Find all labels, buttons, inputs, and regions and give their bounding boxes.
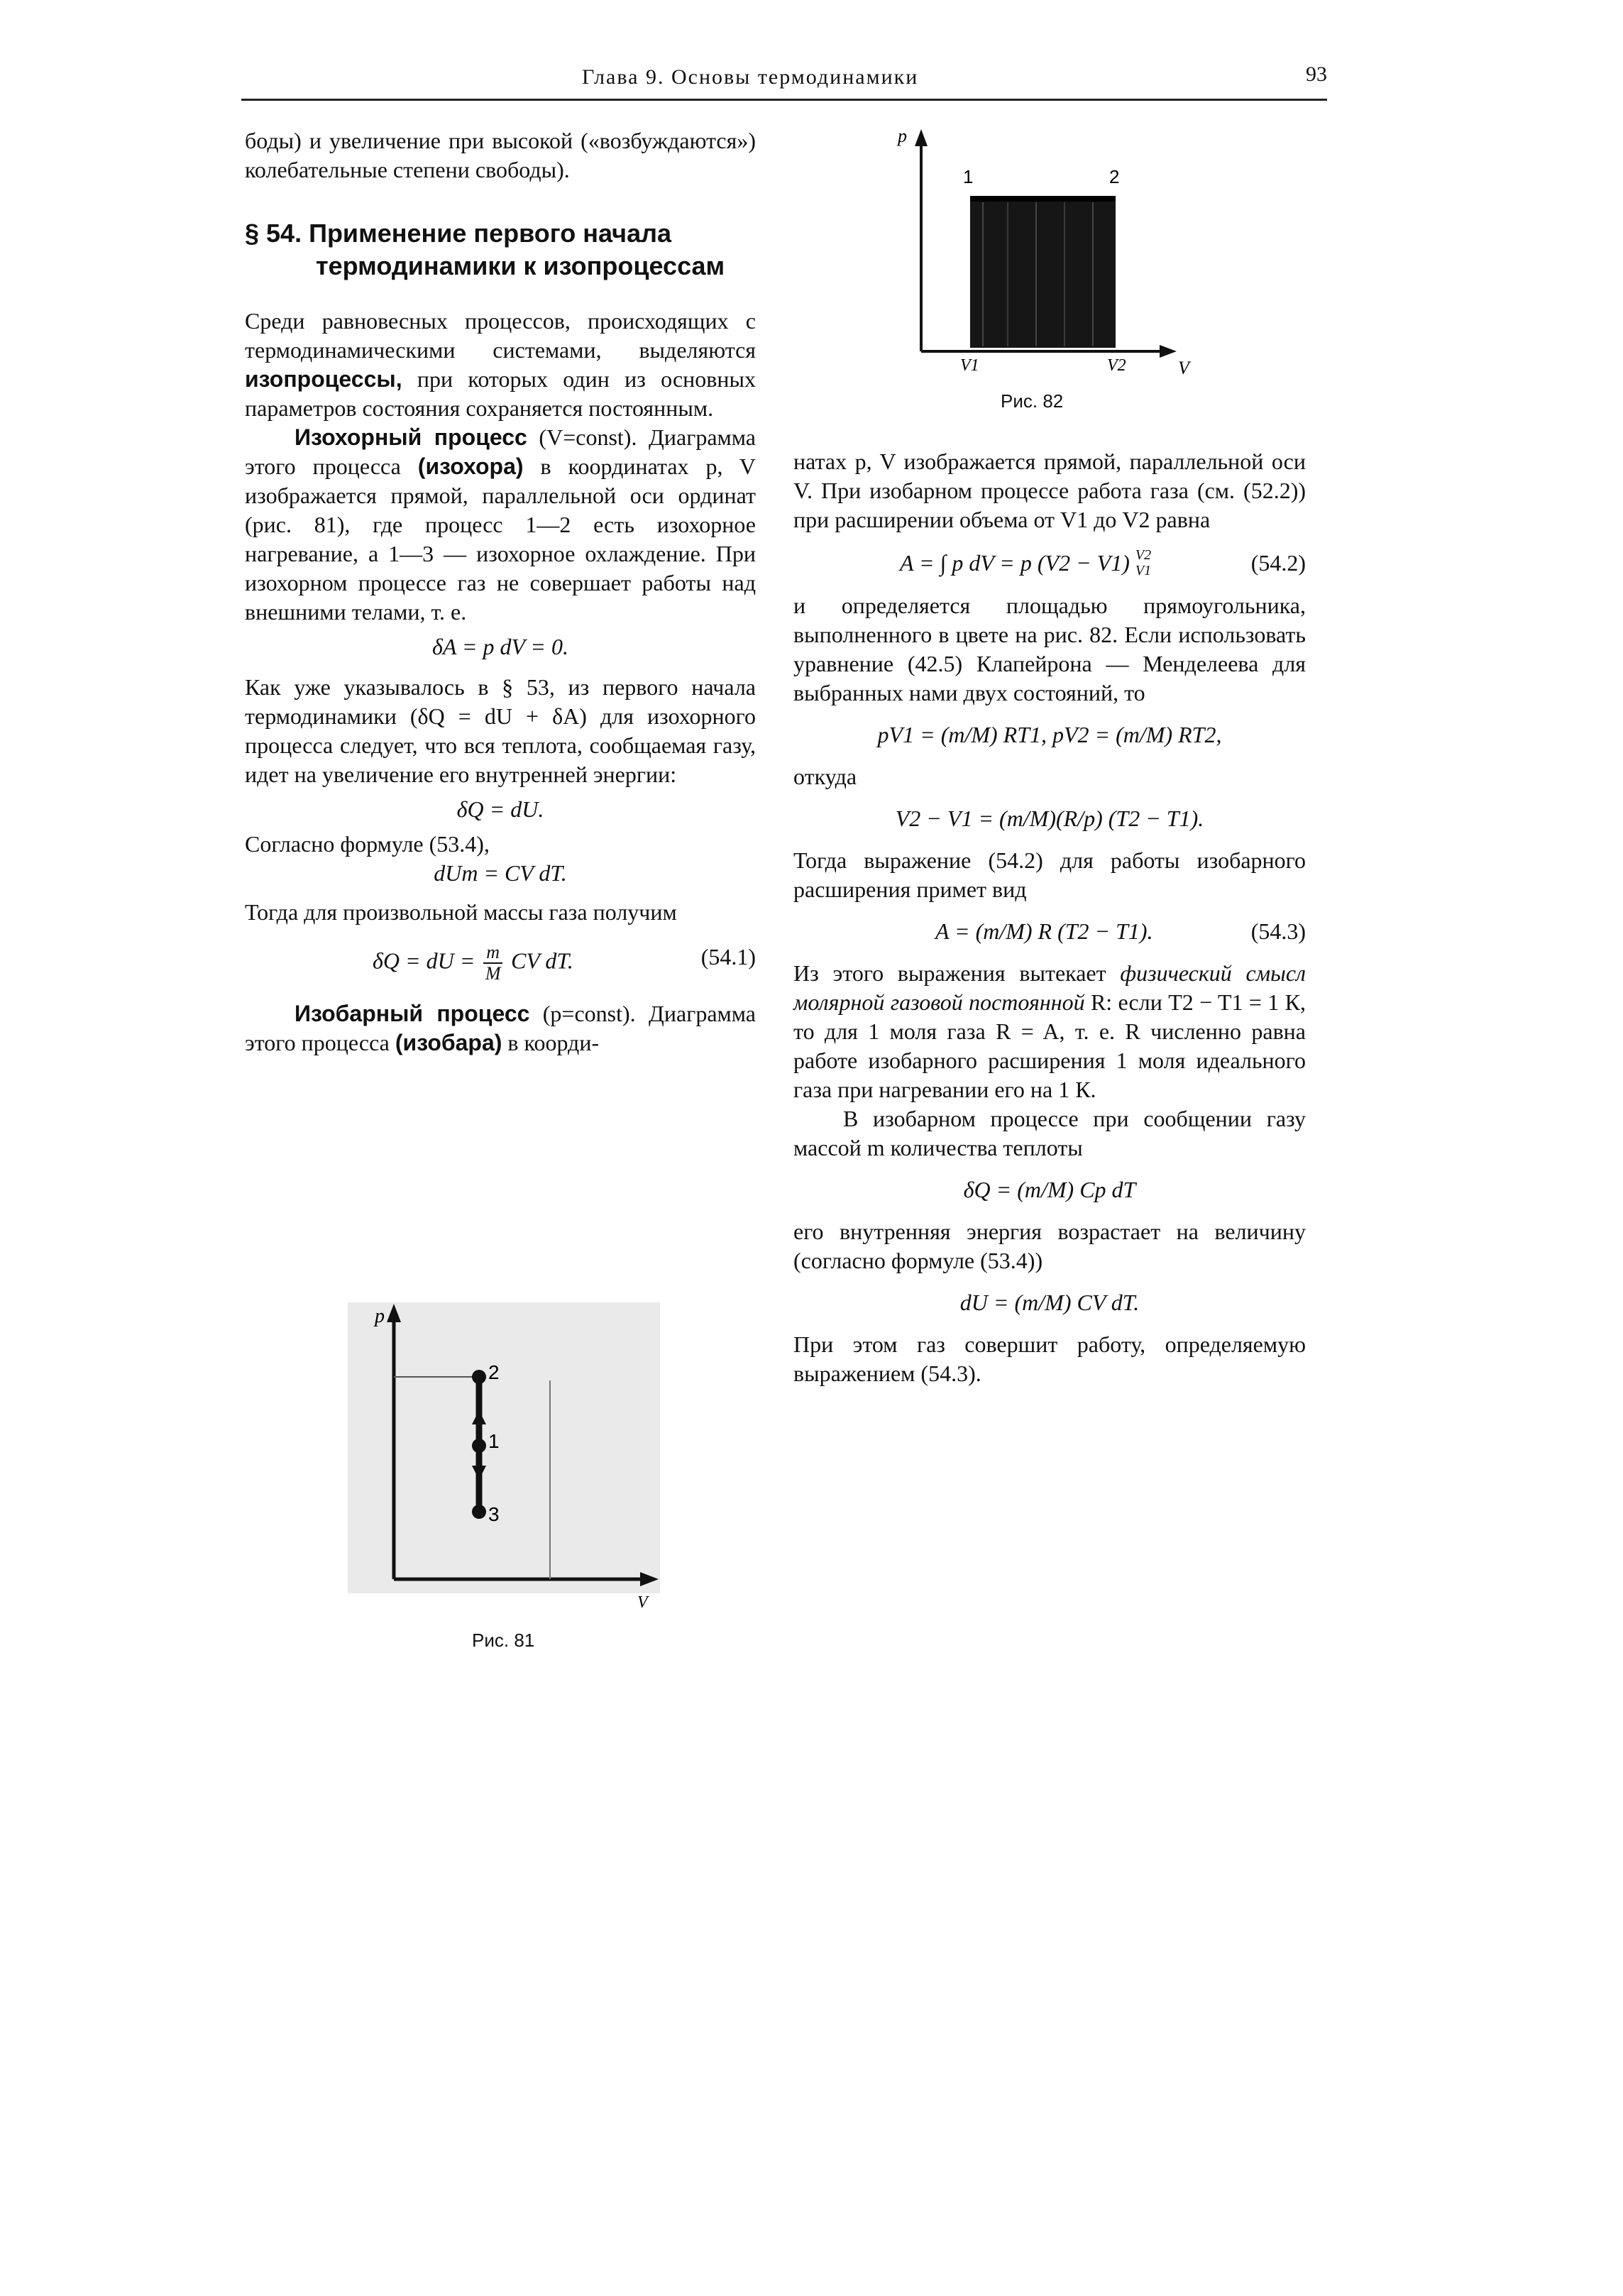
paragraph: и определяется площадью прямоугольника, выполненного в цвете на рис. 82. Если использовать уравнение (42.5) Клапейрона — Менделеева для выбранных нами двух состояний, то <box>793 593 1306 705</box>
text: при которых один из основных параметров состояния сохраняется постоянным. <box>245 366 756 421</box>
equation: V2 − V1 = (m/M)(R/p) (T2 − T1). <box>895 806 1204 831</box>
term-bold: (изобара) <box>395 1030 502 1055</box>
text: Среди равновесных процессов, происходящих с термодинамическими системами, выделяются <box>245 308 756 363</box>
paragraph <box>245 999 756 1058</box>
paragraph: В изобарном процессе при сообщении газу массой m количества теплоты <box>793 1106 1306 1160</box>
equation-number: (54.2) <box>1250 549 1306 576</box>
equation-number: (54.1) <box>700 944 756 970</box>
point-3 <box>472 1505 486 1519</box>
equation-numbered <box>900 547 1306 578</box>
fraction-den: M <box>485 963 501 984</box>
text: R: если T2 − T1 = 1 К, то для 1 моля газа R = A, т. е. R численно равна работе изобарного расширения 1 моля идеального газа при нагревании его на 1 К. <box>793 989 1306 1102</box>
label-point-1: 1 <box>488 1430 500 1452</box>
equation: δA = p dV = 0. <box>432 634 568 659</box>
point-1 <box>472 1439 486 1453</box>
page-number: 93 <box>1306 62 1327 86</box>
work-area-rectangle <box>970 199 1116 348</box>
paragraph: боды) и увеличение при высокой («возбуждаются») колебательные степени свободы). <box>245 128 756 182</box>
label-v1: V1 <box>960 356 979 375</box>
figure-81 <box>334 1295 674 1622</box>
paragraph: Тогда для произвольной массы газа получим <box>245 899 677 925</box>
eq-part: A = ∫ p dV = p (V2 − V1) <box>900 549 1130 576</box>
limit-top: V2 <box>1135 547 1152 563</box>
term-italic: физический смысл молярной газовой постоянной <box>793 960 1306 1015</box>
paragraph: При этом газ совершит работу, определяемую выражением (54.3). <box>793 1331 1306 1386</box>
text: в коорди- <box>502 1030 600 1055</box>
integral-limits <box>1135 547 1151 578</box>
term-bold: Изохорный процесс <box>295 424 527 450</box>
section-heading-line2: термодинамики к изопроцессам <box>316 251 725 280</box>
equation: dU = (m/M) CV dT. <box>959 1290 1140 1315</box>
eq-part: δQ = dU = <box>373 947 481 974</box>
paragraph <box>245 423 756 627</box>
text: Из этого выражения вытекает <box>793 960 1121 986</box>
fraction-num: m <box>483 943 502 964</box>
paragraph <box>793 959 1306 1104</box>
section-heading-line1: § 54. Применение первого начала <box>245 219 671 248</box>
p-axis-arrow <box>915 129 928 146</box>
label-v: V <box>1178 358 1189 378</box>
label-point-1: 1 <box>963 166 974 187</box>
equation: dUm = CV dT. <box>434 860 567 886</box>
figure-81-caption: Рис. 81 <box>472 1630 535 1651</box>
paragraph: Согласно формуле (53.4), <box>245 831 490 857</box>
equation-body <box>900 547 1151 578</box>
term-bold: изопроцессы, <box>245 366 402 392</box>
label-point-3: 3 <box>488 1503 500 1525</box>
label-v: V <box>637 1593 648 1612</box>
equation: pV1 = (m/M) RT1, pV2 = (m/M) RT2, <box>877 722 1222 747</box>
paragraph: Тогда выражение (54.2) для работы изобарного расширения примет вид <box>793 847 1306 902</box>
label-p: p <box>898 126 907 146</box>
figure-82 <box>884 121 1210 390</box>
equation-body: A = (m/M) R (T2 − T1). <box>935 918 1153 944</box>
label-point-2: 2 <box>488 1361 500 1383</box>
label-p: p <box>375 1305 385 1327</box>
equation-numbered <box>373 943 756 984</box>
paragraph: откуда <box>793 764 857 789</box>
point-2 <box>472 1370 486 1384</box>
label-point-2: 2 <box>1109 166 1120 187</box>
text: (V=const). Диаграмма этого процесса <box>245 424 756 479</box>
chapter-title: Глава 9. Основы термодинамики <box>582 65 919 89</box>
text: (p=const). Диаграмма этого процесса <box>245 1001 756 1055</box>
paragraph: натах p, V изображается прямой, параллельной оси V. При изобарном процессе работа газа (см. (52.2)) при расширении объема от V1 до V2 равна <box>793 449 1306 532</box>
equation: δQ = dU. <box>456 796 544 822</box>
eq-part: CV dT. <box>505 947 573 974</box>
left-column <box>245 126 756 1058</box>
right-column <box>793 447 1306 1388</box>
figure-82-caption: Рис. 82 <box>1001 390 1064 412</box>
equation: δQ = (m/M) Cp dT <box>963 1177 1136 1202</box>
term-bold: Изобарный процесс <box>295 1001 530 1026</box>
paragraph <box>245 307 756 423</box>
header-rule <box>241 99 1327 101</box>
paragraph: Как уже указывалось в § 53, из первого начала термодинамики (δQ = dU + δA) для изохорного процесса следует, что вся теплота, сообщаемая газу, идет на увеличение его внутренней энергии: <box>245 674 756 787</box>
equation-numbered <box>935 917 1306 946</box>
section-heading <box>245 217 756 282</box>
term-bold: (изохора) <box>417 454 524 479</box>
fraction <box>483 943 502 984</box>
paragraph: его внутренняя энергия возрастает на величину (согласно формуле (53.4)) <box>793 1219 1306 1273</box>
limit-bottom: V1 <box>1135 563 1152 578</box>
equation-body <box>373 943 573 984</box>
equation-number: (54.3) <box>1250 918 1306 944</box>
v-axis-arrow <box>1160 345 1177 358</box>
running-header <box>241 62 1327 101</box>
text: в координатах p, V изображается прямой, параллельной оси ординат (рис. 81), где процесс 1—2 есть изохорное нагревание, а 1—3 — изохорное охлаждение. При изохорном процессе газ не совершает работы над внешними телами, т. е. <box>245 454 756 625</box>
label-v2: V2 <box>1107 356 1126 375</box>
